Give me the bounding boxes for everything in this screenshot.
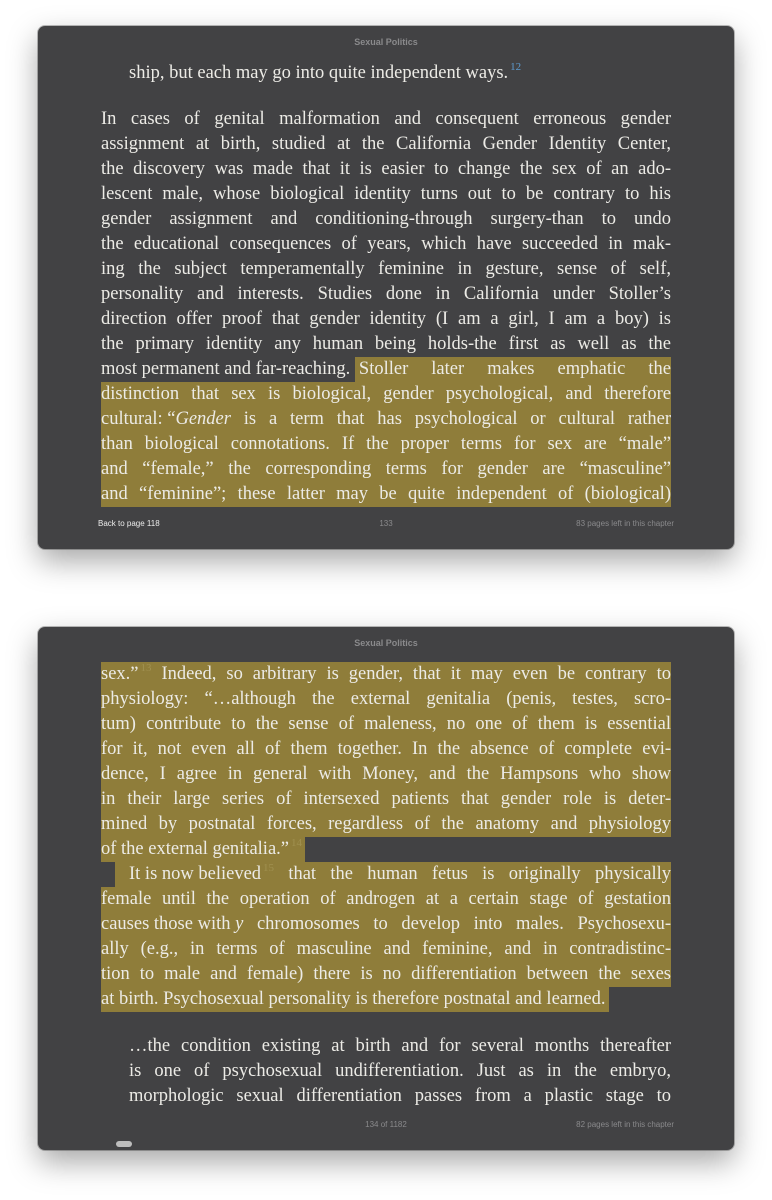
back-to-page-link[interactable]: Back to page 118 xyxy=(98,519,160,528)
highlight-line[interactable]: distinction that sex is biological, gender psychological, and therefore xyxy=(101,382,671,407)
text-line: assignment at birth, studied at the California Gender Identity Center, xyxy=(101,134,671,154)
highlight-line[interactable]: causes those with y chromosomes to develop into males. Psychosexu- xyxy=(101,912,671,937)
pages-left: 82 pages left in this chapter xyxy=(576,1120,674,1129)
highlight-line[interactable]: sex.” 13 Indeed, so arbitrary is gender, that it may even be contrary to xyxy=(101,662,671,687)
footnote-ref[interactable]: 14 xyxy=(291,837,302,849)
highlight-line[interactable]: mined by postnatal forces, regardless of the anatomy and physiology xyxy=(101,812,671,837)
text-line: most permanent and far-reaching. Stoller later makes emphatic the xyxy=(101,357,671,382)
highlight-line[interactable]: female until the operation of androgen at a certain stage of gestation xyxy=(101,887,671,912)
text-line: ship, but each may go into quite independent ways. $^{12}$ xyxy=(129,61,522,83)
highlight-line[interactable]: at birth. Psychosexual personality is therefore postnatal and learned. xyxy=(101,987,671,1012)
reader-page-134 xyxy=(38,627,734,1150)
highlight-line[interactable]: physiology: “…although the external genitalia (penis, testes, scro- xyxy=(101,687,671,712)
highlight[interactable]: Stoller later makes emphatic the xyxy=(355,357,671,382)
highlight-line[interactable]: of the external genitalia.” $^{14}$ xyxy=(101,837,671,862)
scroll-handle[interactable] xyxy=(116,1141,132,1147)
highlight-line[interactable]: for it, not even all of them together. In the absence of complete evi- xyxy=(101,737,671,762)
text-line: ing the subject temperamentally feminine in gesture, sense of self, xyxy=(101,259,671,279)
page-number: 133 xyxy=(379,519,393,528)
footnote-ref[interactable]: 12 xyxy=(510,61,522,73)
text-line: direction offer proof that gender identity (I am a girl, I am a boy) is xyxy=(101,309,671,329)
text-line: is one of psychosexual undifferentiation. Just as in the embryo, xyxy=(129,1061,671,1081)
highlight-line[interactable]: than biological connotations. If the proper terms for sex are “male” xyxy=(101,432,671,457)
page-text-body xyxy=(101,662,671,1012)
text-line: morphologic sexual differentiation passes from a plastic stage to xyxy=(129,1086,671,1106)
highlight-line[interactable]: in their large series of intersexed patients that gender role is deter- xyxy=(101,787,671,812)
text-line: personality and interests. Studies done in California under Stoller’s xyxy=(101,284,671,304)
page-text xyxy=(101,61,671,86)
reader-page-133 xyxy=(38,26,734,549)
highlight-line[interactable]: tum) contribute to the sense of maleness, no one of them is essential xyxy=(101,712,671,737)
highlight-line[interactable]: and “feminine”; these latter may be quite independent of (biological) xyxy=(101,482,671,507)
block-quote xyxy=(129,1034,671,1109)
text-line: the discovery was made that it is easier to change the sex of an ado- xyxy=(101,159,671,179)
text-line: lescent male, whose biological identity turns out to be contrary to his xyxy=(101,184,671,204)
text-line: the educational consequences of years, which have succeeded in mak- xyxy=(101,234,671,254)
text-line: gender assignment and conditioning-through surgery-than to undo xyxy=(101,209,671,229)
window-title: Sexual Politics xyxy=(354,37,418,47)
footnote-ref[interactable]: 13 xyxy=(140,662,152,674)
highlight-line[interactable]: It is now believed 15 that the human fetus is originally physically xyxy=(101,862,671,887)
highlight-line[interactable]: cultural: “ Gender is a term that has psychological or cultural rather xyxy=(101,407,671,432)
text-line: …the condition existing at birth and for several months thereafter xyxy=(129,1036,671,1056)
pages-left: 83 pages left in this chapter xyxy=(576,519,674,528)
highlight-line[interactable]: tion to male and female) there is no differentiation between the sexes xyxy=(101,962,671,987)
highlight-line[interactable]: ally (e.g., in terms of masculine and feminine, and in contradistinc- xyxy=(101,937,671,962)
text-line: the primary identity any human being holds-the first as well as the xyxy=(101,334,671,354)
footnote-ref[interactable]: 15 xyxy=(263,862,275,874)
text-line: In cases of genital malformation and consequent erroneous gender xyxy=(101,109,671,129)
page-number: 134 of 1182 xyxy=(365,1120,407,1129)
highlight-line[interactable]: and “female,” the corresponding terms for gender are “masculine” xyxy=(101,457,671,482)
highlight-line[interactable]: dence, I agree in general with Money, and the Hampsons who show xyxy=(101,762,671,787)
window-title: Sexual Politics xyxy=(354,638,418,648)
page-text-body xyxy=(101,107,671,507)
